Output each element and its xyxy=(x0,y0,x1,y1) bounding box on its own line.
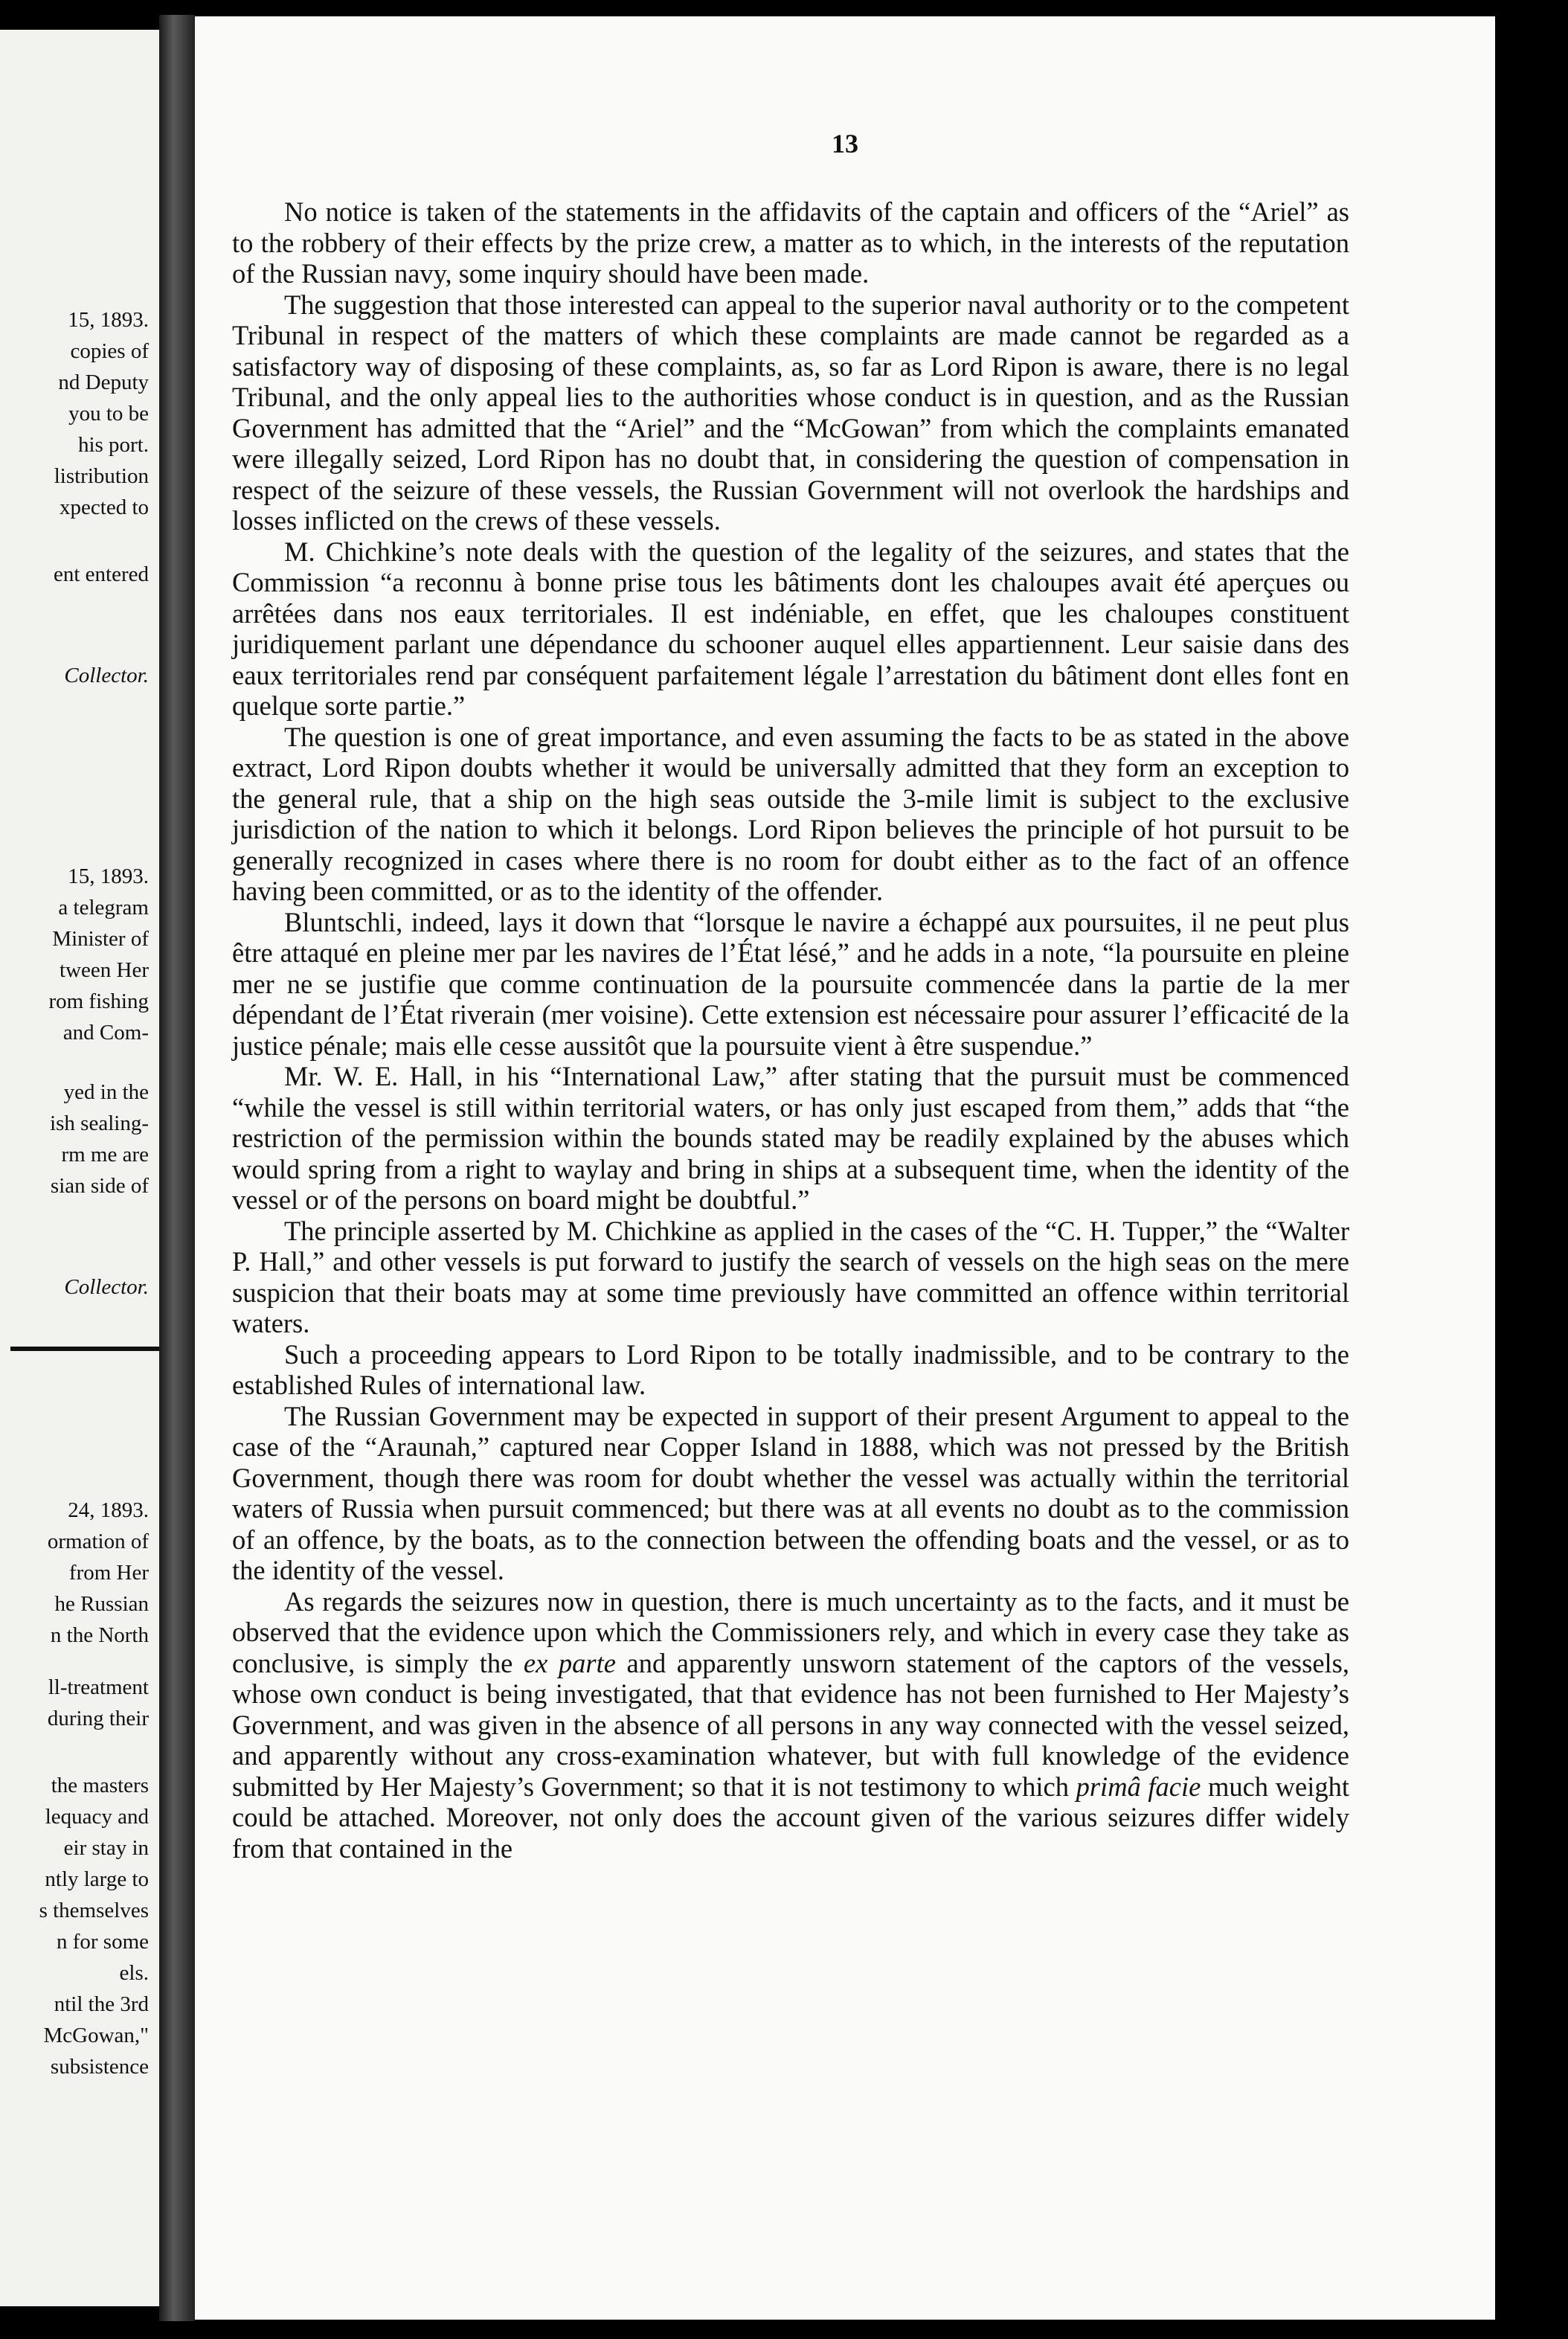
left-fragment-line: n the North xyxy=(50,1623,149,1647)
left-fragment-line: and Com- xyxy=(62,1021,149,1045)
left-fragment-line: nd Deputy xyxy=(58,370,149,394)
paragraph-5: Bluntschli, indeed, lays it down that “lorsque le navire a échappé aux poursuites, il ne peut plus être attaqué en pleine mer par les navires de l’État lésé,” and he adds in a note, “la poursuite en pleine mer ne se justifie que comme continuation de la poursuite commencée dans la partie de la mer dépendant de l’État riverain (mer voisine). Cette extension est nécessaire pour assurer l’efficacité de la justice pénale; mais elle cesse aussitôt que la poursuite vient à être suspendue.” xyxy=(232,906,1349,1061)
left-fragment-line: 24, 1893. xyxy=(68,1498,149,1522)
left-fragment-line: Collector. xyxy=(64,664,149,687)
left-fragment-line: lequacy and xyxy=(45,1805,149,1829)
left-fragment-line: Collector. xyxy=(64,1275,149,1299)
paragraph-3: M. Chichkine’s note deals with the question of the legality of the seizures, and states that the Commission “a reconnu à bonne prise tous les bâtiments dont les chaloupes avait été aperçues ou arrêtées dans nos eaux territoriales. Il est indéniable, en effet, que les chaloupes constituent juridiquement parlant une dépendance du schooner auquel elles appartiennent. Leur saisie dans des eaux territoriales rend par conséquent parfaitement légale l’arrestation du bâtiment dont elles font en quelque sorte partie.” xyxy=(232,536,1349,721)
paragraph-4: The question is one of great importance, and even assuming the facts to be as stated in the above extract, Lord Ripon doubts whether it would be universally admitted that they form an exception to the general rule, that a ship on the high seas outside the 3-mile limit is subject to the exclusive jurisdiction of the nation to which it belongs. Lord Ripon believes the principle of hot pursuit to be generally recognized in cases where there is no room for doubt either as to the fact of an offence having been committed, or as to the identity of the offender. xyxy=(232,721,1349,906)
paragraph-1: No notice is taken of the statements in the affidavits of the captain and officers of the “Ariel” as to the robbery of their effects by the prize crew, a matter as to which, in the interests of the reputation of the Russian navy, some inquiry should have been made. xyxy=(232,196,1349,289)
left-fragment-line: rom fishing xyxy=(48,989,149,1013)
left-fragment-line: a telegram xyxy=(58,896,149,920)
left-fragment-line: during their xyxy=(47,1707,149,1730)
section-rule-1 xyxy=(10,1347,159,1351)
left-fragment-line: 15, 1893. xyxy=(68,864,149,888)
left-fragment-line: n for some xyxy=(56,1930,149,1954)
left-fragment-line: s themselves xyxy=(39,1899,149,1922)
paragraph-10-part-2: and apparently unsworn statement of the captors of the vessels, whose own conduct is being investigated, that that evidence has not been furnished to Her Majesty’s Government, and was given in the absence of all persons in any way connected with the vessel seized, and apparently without any cross-examination whatever, but with full knowledge of the evidence submitted by Her Majesty’s Government; so that it is not testimony to which xyxy=(232,1647,1349,1802)
paragraph-8: Such a proceeding appears to Lord Ripon to be totally inadmissible, and to be contrary to the established Rules of international law. xyxy=(232,1338,1349,1400)
left-fragment-line: ent entered xyxy=(53,562,149,586)
left-fragment-line: ish sealing- xyxy=(50,1111,149,1135)
paragraph-10-part-3: much weight could be attached. Moreover, not only does the account given of the various seizures differ widely from that contained in the xyxy=(232,1771,1349,1864)
left-fragment-line: his port. xyxy=(77,433,149,457)
left-fragment-line: ntil the 3rd xyxy=(54,1992,149,2016)
left-fragment-line: els. xyxy=(119,1961,149,1985)
left-fragment-line: copies of xyxy=(70,339,149,363)
left-fragment-line: xpected to xyxy=(60,495,149,519)
left-fragment-line: 15, 1893. xyxy=(68,308,149,332)
paragraph-7: The principle asserted by M. Chichkine as applied in the cases of the “C. H. Tupper,” the “Walter P. Hall,” and other vessels is put forward to justify the search of vessels on the high seas on the mere suspicion that their boats may at some time previously have committed an offence within territorial waters. xyxy=(232,1215,1349,1338)
left-fragment-line: McGowan," xyxy=(43,2024,149,2047)
left-fragment-line: tween Her xyxy=(60,958,149,982)
left-fragment-line: eir stay in xyxy=(63,1836,149,1860)
document-page xyxy=(195,16,1495,2320)
left-fragment-line: ormation of xyxy=(47,1530,149,1553)
book-gutter xyxy=(159,15,195,2321)
left-fragment-line: ll-treatment xyxy=(48,1675,149,1699)
left-fragment-line: listribution xyxy=(54,464,149,488)
left-fragment-line: sian side of xyxy=(50,1174,149,1198)
left-fragment-line: the masters xyxy=(51,1774,149,1797)
left-fragment-line: he Russian xyxy=(54,1592,149,1616)
left-fragment-line: subsistence xyxy=(50,2055,149,2079)
paragraph-10-part-1: As regards the seizures now in question, there is much uncertainty as to the facts, and it must be observed that the evidence upon which the Commissioners rely, and which in every case they take as conclusive, is simply the xyxy=(232,1585,1349,1678)
left-fragment-line: from Her xyxy=(68,1561,149,1585)
left-fragment-line: yed in the xyxy=(63,1080,149,1104)
body-text xyxy=(232,196,1349,1864)
paragraph-10-italic-2: primâ facie xyxy=(1076,1771,1201,1802)
left-fragment-line: rm me are xyxy=(61,1143,149,1167)
paragraph-10-italic-1: ex parte xyxy=(523,1647,616,1678)
paragraph-9: The Russian Government may be expected in support of their present Argument to appeal to the case of the “Araunah,” captured near Copper Island in 1888, which was not pressed by the British Government, though there was room for doubt whether the vessel was actually within the territorial waters of Russia when pursuit commenced; but there was at all events no doubt as to the commission of an offence, by the boats, as to the connection between the offending boats and the vessel, or as to the identity of the vessel. xyxy=(232,1400,1349,1585)
adjacent-page-fragment xyxy=(0,30,159,2306)
paragraph-2: The suggestion that those interested can appeal to the superior naval authority or to the competent Tribunal in respect of the matters of which these complaints are made cannot be regarded as a satisfactory way of disposing of these complaints, as, so far as Lord Ripon is aware, there is no legal Tribunal, and the only appeal lies to the authorities whose conduct is in question, and as the Russian Government has admitted that the “Ariel” and the “McGowan” from which the complaints emanated were illegally seized, Lord Ripon has no doubt that, in considering the question of compensation in respect of the seizure of these vessels, the Russian Government will not overlook the hardships and losses inflicted on the crews of these vessels. xyxy=(232,289,1349,536)
paragraph-6: Mr. W. E. Hall, in his “International Law,” after stating that the pursuit must be commenced “while the vessel is still within territorial waters, or has only just escaped from them,” adds that “the restriction of the permission within the bounds stated may be readily explained by the abuses which would spring from a right to waylay and bring in ships at a subsequent time, when the identity of the vessel or of the persons on board might be doubtful.” xyxy=(232,1061,1349,1215)
paragraph-10 xyxy=(232,1586,1349,1864)
left-fragment-line: you to be xyxy=(68,402,149,426)
left-fragment-line: ntly large to xyxy=(45,1867,149,1891)
page-number: 13 xyxy=(832,129,858,158)
left-fragment-line: Minister of xyxy=(52,927,149,951)
